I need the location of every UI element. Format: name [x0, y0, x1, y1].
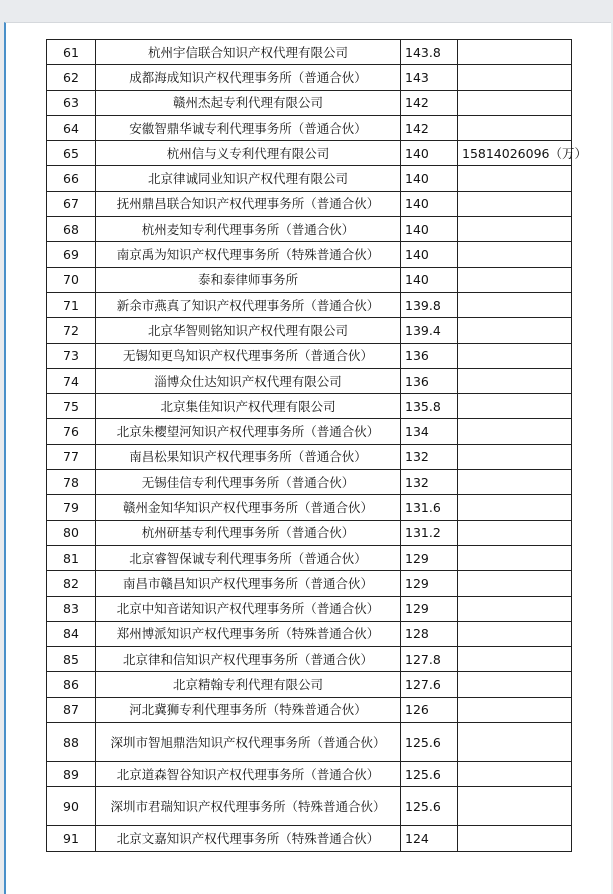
table-row	[47, 115, 572, 140]
score-cell: 142	[401, 115, 458, 140]
score-cell: 139.4	[401, 318, 458, 343]
table-row	[47, 545, 572, 570]
score-cell: 131.6	[401, 495, 458, 520]
row-number-cell: 83	[47, 596, 96, 621]
table-row	[47, 495, 572, 520]
agency-name-cell: 北京道森智谷知识产权代理事务所（普通合伙）	[96, 762, 401, 787]
table-row	[47, 65, 572, 90]
agency-name-cell: 北京律诚同业知识产权代理有限公司	[96, 166, 401, 191]
score-cell: 129	[401, 596, 458, 621]
row-number-cell: 66	[47, 166, 96, 191]
note-cell	[458, 647, 572, 672]
row-number-cell: 65	[47, 141, 96, 166]
table-row	[47, 621, 572, 646]
row-number-cell: 82	[47, 571, 96, 596]
row-number-cell: 91	[47, 826, 96, 851]
note-cell	[458, 596, 572, 621]
table-row	[47, 40, 572, 65]
score-cell: 143	[401, 65, 458, 90]
row-number-cell: 76	[47, 419, 96, 444]
note-cell	[458, 242, 572, 267]
row-number-cell: 80	[47, 520, 96, 545]
row-number-cell: 70	[47, 267, 96, 292]
agency-name-cell: 南昌市赣昌知识产权代理事务所（普通合伙）	[96, 571, 401, 596]
row-number-cell: 89	[47, 762, 96, 787]
agency-name-cell: 深圳市君瑞知识产权代理事务所（特殊普通合伙）	[96, 787, 401, 826]
row-number-cell: 81	[47, 545, 96, 570]
agency-name-cell: 南京禹为知识产权代理事务所（特殊普通合伙）	[96, 242, 401, 267]
note-cell	[458, 697, 572, 722]
note-cell	[458, 217, 572, 242]
score-cell: 136	[401, 368, 458, 393]
agency-name-cell: 郑州博派知识产权代理事务所（特殊普通合伙）	[96, 621, 401, 646]
agency-name-cell: 淄博众仕达知识产权代理有限公司	[96, 368, 401, 393]
agency-name-cell: 杭州宇信联合知识产权代理有限公司	[96, 40, 401, 65]
score-cell: 129	[401, 545, 458, 570]
score-cell: 136	[401, 343, 458, 368]
agency-name-cell: 安徽智鼎华诚专利代理事务所（普通合伙）	[96, 115, 401, 140]
score-cell: 143.8	[401, 40, 458, 65]
document-page	[4, 22, 611, 894]
note-cell	[458, 191, 572, 216]
table-row	[47, 368, 572, 393]
note-cell	[458, 394, 572, 419]
agency-name-cell: 杭州麦知专利代理事务所（普通合伙）	[96, 217, 401, 242]
note-cell	[458, 368, 572, 393]
row-number-cell: 79	[47, 495, 96, 520]
agency-name-cell: 北京律和信知识产权代理事务所（普通合伙）	[96, 647, 401, 672]
row-number-cell: 90	[47, 787, 96, 826]
note-cell	[458, 343, 572, 368]
row-number-cell: 61	[47, 40, 96, 65]
agency-name-cell: 北京集佳知识产权代理有限公司	[96, 394, 401, 419]
score-cell: 140	[401, 141, 458, 166]
row-number-cell: 86	[47, 672, 96, 697]
score-cell: 127.8	[401, 647, 458, 672]
table-row	[47, 419, 572, 444]
note-cell	[458, 419, 572, 444]
note-cell: 15814026096（万）	[458, 141, 572, 166]
note-cell	[458, 520, 572, 545]
row-number-cell: 69	[47, 242, 96, 267]
note-cell	[458, 762, 572, 787]
table-row	[47, 242, 572, 267]
agency-name-cell: 成都海成知识产权代理事务所（普通合伙）	[96, 65, 401, 90]
score-cell: 140	[401, 242, 458, 267]
agency-name-cell: 南昌松果知识产权代理事务所（普通合伙）	[96, 444, 401, 469]
note-cell	[458, 787, 572, 826]
agency-name-cell: 赣州金知华知识产权代理事务所（普通合伙）	[96, 495, 401, 520]
score-cell: 132	[401, 444, 458, 469]
row-number-cell: 71	[47, 292, 96, 317]
note-cell	[458, 318, 572, 343]
table-row	[47, 166, 572, 191]
row-number-cell: 87	[47, 697, 96, 722]
table-row	[47, 318, 572, 343]
agency-name-cell: 北京精翰专利代理有限公司	[96, 672, 401, 697]
table-row	[47, 267, 572, 292]
note-cell	[458, 495, 572, 520]
row-number-cell: 77	[47, 444, 96, 469]
score-cell: 140	[401, 166, 458, 191]
table-row	[47, 723, 572, 762]
note-cell	[458, 826, 572, 851]
agency-name-cell: 无锡知更鸟知识产权代理事务所（普通合伙）	[96, 343, 401, 368]
agency-name-cell: 深圳市智旭鼎浩知识产权代理事务所（普通合伙）	[96, 723, 401, 762]
note-cell	[458, 444, 572, 469]
table-row	[47, 672, 572, 697]
score-cell: 134	[401, 419, 458, 444]
table-row	[47, 292, 572, 317]
table-row	[47, 596, 572, 621]
note-cell	[458, 65, 572, 90]
agency-name-cell: 抚州鼎昌联合知识产权代理事务所（普通合伙）	[96, 191, 401, 216]
row-number-cell: 72	[47, 318, 96, 343]
row-number-cell: 64	[47, 115, 96, 140]
table-body	[47, 40, 587, 852]
agency-ranking-table	[46, 39, 587, 852]
score-cell: 127.6	[401, 672, 458, 697]
note-cell	[458, 166, 572, 191]
agency-name-cell: 北京睿智保诚专利代理事务所（普通合伙）	[96, 545, 401, 570]
note-cell	[458, 90, 572, 115]
agency-name-cell: 北京文嘉知识产权代理事务所（特殊普通合伙）	[96, 826, 401, 851]
score-cell: 129	[401, 571, 458, 596]
agency-name-cell: 河北冀狮专利代理事务所（特殊普通合伙）	[96, 697, 401, 722]
table-row	[47, 647, 572, 672]
score-cell: 125.6	[401, 723, 458, 762]
score-cell: 126	[401, 697, 458, 722]
agency-name-cell: 北京朱樱望河知识产权代理事务所（普通合伙）	[96, 419, 401, 444]
note-cell	[458, 621, 572, 646]
row-number-cell: 63	[47, 90, 96, 115]
score-cell: 140	[401, 217, 458, 242]
table-row	[47, 520, 572, 545]
score-cell: 140	[401, 191, 458, 216]
row-number-cell: 85	[47, 647, 96, 672]
agency-name-cell: 无锡佳信专利代理事务所（普通合伙）	[96, 470, 401, 495]
table-row	[47, 787, 572, 826]
row-number-cell: 88	[47, 723, 96, 762]
note-cell	[458, 40, 572, 65]
row-number-cell: 78	[47, 470, 96, 495]
score-cell: 124	[401, 826, 458, 851]
table-row	[47, 470, 572, 495]
score-cell: 131.2	[401, 520, 458, 545]
agency-name-cell: 北京华智则铭知识产权代理有限公司	[96, 318, 401, 343]
note-cell	[458, 571, 572, 596]
table-row	[47, 141, 572, 166]
score-cell: 125.6	[401, 762, 458, 787]
note-cell	[458, 292, 572, 317]
agency-name-cell: 新余市燕真了知识产权代理事务所（普通合伙）	[96, 292, 401, 317]
row-number-cell: 74	[47, 368, 96, 393]
agency-name-cell: 赣州杰起专利代理有限公司	[96, 90, 401, 115]
row-number-cell: 68	[47, 217, 96, 242]
table-row	[47, 697, 572, 722]
note-cell	[458, 723, 572, 762]
score-cell: 132	[401, 470, 458, 495]
score-cell: 135.8	[401, 394, 458, 419]
agency-name-cell: 杭州研基专利代理事务所（普通合伙）	[96, 520, 401, 545]
table-row	[47, 444, 572, 469]
table-row	[47, 762, 572, 787]
row-number-cell: 67	[47, 191, 96, 216]
score-cell: 140	[401, 267, 458, 292]
agency-name-cell: 杭州信与义专利代理有限公司	[96, 141, 401, 166]
score-cell: 139.8	[401, 292, 458, 317]
score-cell: 125.6	[401, 787, 458, 826]
agency-name-cell: 泰和泰律师事务所	[96, 267, 401, 292]
table-row	[47, 826, 572, 851]
note-cell	[458, 672, 572, 697]
table-row	[47, 394, 572, 419]
note-cell	[458, 115, 572, 140]
row-number-cell: 84	[47, 621, 96, 646]
row-number-cell: 75	[47, 394, 96, 419]
note-cell	[458, 470, 572, 495]
table-row	[47, 90, 572, 115]
table-row	[47, 191, 572, 216]
note-cell	[458, 267, 572, 292]
score-cell: 128	[401, 621, 458, 646]
row-number-cell: 73	[47, 343, 96, 368]
score-cell: 142	[401, 90, 458, 115]
table-row	[47, 571, 572, 596]
agency-name-cell: 北京中知音诺知识产权代理事务所（普通合伙）	[96, 596, 401, 621]
table-row	[47, 343, 572, 368]
table-row	[47, 217, 572, 242]
note-cell	[458, 545, 572, 570]
row-number-cell: 62	[47, 65, 96, 90]
